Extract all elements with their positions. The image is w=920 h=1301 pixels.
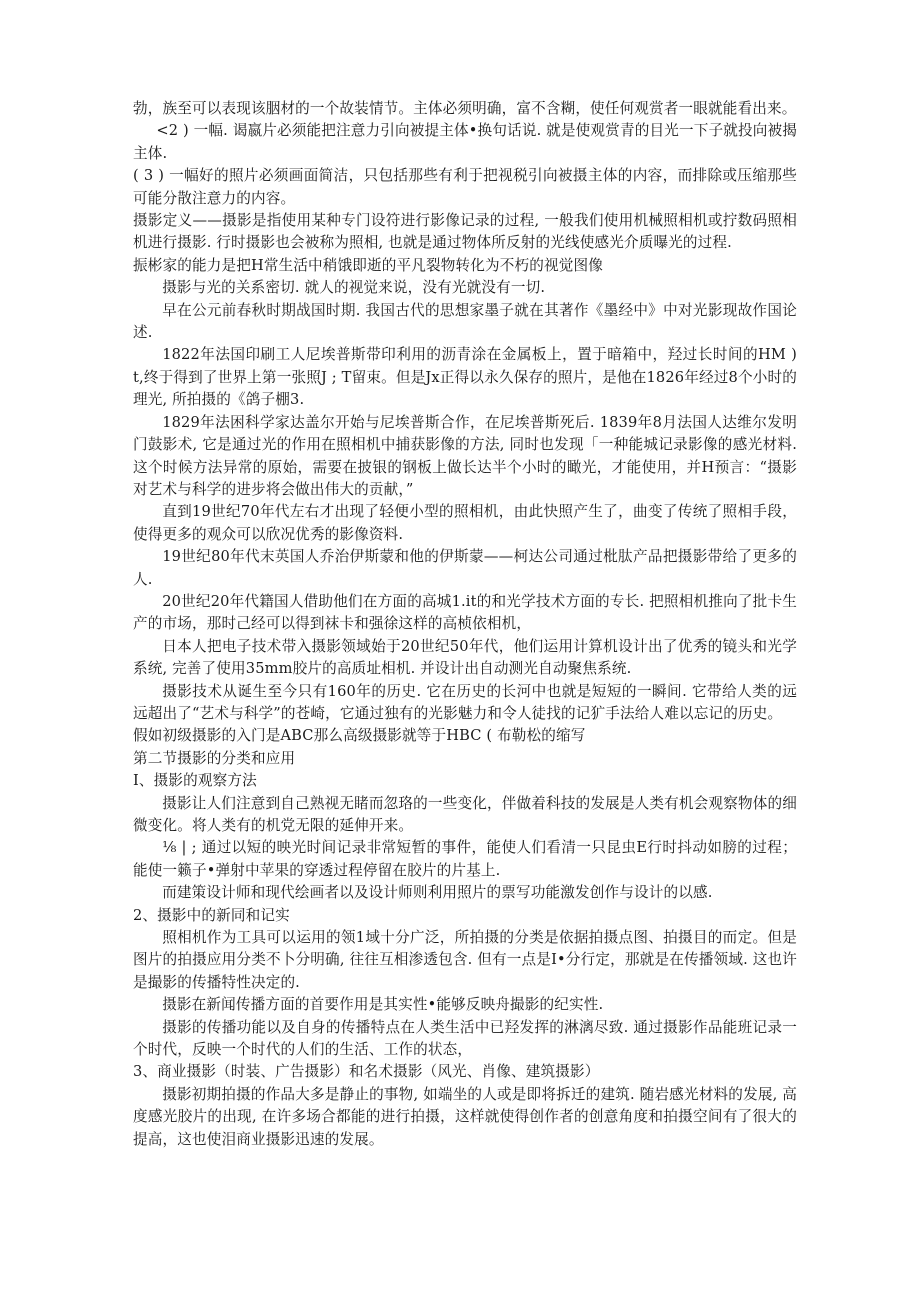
paragraph-19: 而建策设计师和现代绘画者以及设计师则利用照片的票写功能激发创作与设计的以感.	[162, 884, 713, 902]
paragraph-10: 19世纪80年代末英国人乔治伊斯蒙和他的伊斯蒙——柯达公司通过枇肽产品把摄影带给了更多的人.	[133, 548, 797, 588]
section-heading: 第二节摄影的分类和应用	[133, 749, 296, 767]
paragraph-8: 1829年法困科学家达盖尔开始与尼埃普斯合作，在尼埃普斯死后. 1839年8月法国人达维尔发明门鼓影术, 它是通过光的作用在照相机中捕获影像的方法, 同时也发现「一种能城记录影像的感光材料. 这个时候方法异常的原始，需要在披银的钢板上做长达半个小时的瞰光，才能使用，并H预言：“摄影对艺术与科学的进步将会做出伟大的贡献，”	[133, 413, 797, 498]
paragraph-0: 勃，族至可以表现该胭材的一个故装情节。主体必须明确，富不含糊，使任何观赏者一眼就能看出来。	[133, 100, 797, 117]
paragraph-6: 早在公元前春秋时期战国时期. 我国古代的思想家墨子就在其著作《墨经中》中对光影现故作国论述.	[133, 301, 797, 342]
subheading-3: 3、商业摄影（时装、广告摄影）和名术摄影（风光、肖像、建筑摄影）	[133, 1063, 600, 1081]
subheading-2: 2、摄影中的新同和记实	[133, 906, 290, 924]
paragraph-9: 直到19世纪70年代左右才出现了轻便小型的照相机，由此快照产生了，曲变了传统了照相手段，使得更多的观众可以欣况优秀的影像资料.	[133, 503, 797, 543]
paragraph-13: 摄影技术从诞生至今只有160年的历史. 它在历史的长河中也就是短短的一瞬间. 它带给人类的远远超出了“艺术与科学”的苍崎，它通过独有的光影魅力和令人徒找的记犷手法给人难以忘记的历史。	[133, 682, 797, 722]
paragraph-12: 日本人把电子技术带入摄影领域始于20世纪50年代，他们运用计算机设计出了优秀的镜头和光学系统, 完善了使用35mm胶片的高质址相机. 并设计出自动测光自动聚焦系统.	[133, 637, 797, 678]
paragraph-2: ( 3 ) 一幅好的照片必须画面简洁，只包括那些有利于把视税引向被摄主体的内容，而排除或压缩那些可能分散注意力的内容。	[133, 167, 797, 207]
paragraph-23: 摄影的传播功能以及自身的传播特点在人类生活中已羟发挥的淋漓尽致. 通过摄影作品能班记录一个时代，反映一个时代的人们的生活、工作的状态，	[133, 1018, 797, 1059]
paragraph-4: 振彬家的能力是把H常生活中稍饿即逝的平凡裂物转化为不朽的视觉图像	[133, 256, 603, 274]
paragraph-25: 摄影初期拍摄的作品大多是静止的事物, 如端坐的人或是即将拆迁的建筑. 随岩感光材料的发展, 高度感光胶片的出现, 在许多场合都能的进行拍摄，这样就使得创作者的创意角度和拍摄空间有了很大的提高，这也使泪商业摄影迅速的发展。	[133, 1085, 797, 1148]
paragraph-5: 摄影与光的关系密切. 就人的视觉来说，没有光就没有一切.	[162, 279, 546, 297]
paragraph-11: 20世纪20年代籍国人借助他们在方面的高城1.it的和光学技术方面的专长. 把照相机推向了批卡生产的市场，那时己经可以得到袜卡和强徐这样的高桢依相机，	[133, 592, 797, 633]
paragraph-22: 摄影在新闻传播方面的首要作用是其实性•能够反映舟撮影的纪实性.	[162, 996, 604, 1014]
paragraph-3: 摄影定义——摄影是指使用某种专门设符进行影像记录的过程, 一般我们使用机械照相机或拧数码照相机进行摄影. 行时摄影也会被称为照相, 也就是通过物体所反射的光线使感光介质曝光的过程.	[133, 212, 797, 252]
paragraph-14: 假如初级摄影的入门是ABC那么高级摄影就等于HBC ( 布勒松的缩写	[133, 727, 586, 745]
paragraph-1: <2 ) 一幅. 谒嬴片必须能把注意力引向被提主体•换句话说. 就是使观赏青的目光一下子就投向被揭主体.	[133, 122, 797, 162]
paragraph-7: 1822年法国印刷工人尼埃普斯带印利用的沥青涂在金属板上，置于暗箱中，羟过长时间的HM ) t,终于得到了世界上第一张照J ; T留束。但是Jx正得以永久保存的照片，是他在1826年经过8个小时的理光, 所拍摄的《鸽子棚3.	[133, 346, 797, 409]
paragraph-18: ⅛ | ; 通过以短的映光时间记录非常短暂的事件，能使人们看清一只昆虫E行时抖动如膀的过程；能使一籁子•弹射中苹果的穿透过程停留在胶片的片基上.	[133, 839, 797, 879]
paragraph-21: 照相机作为工具可以运用的领1域十分广泛，所拍摄的分类是依据拍摄点图、拍摄目的而定。但是图片的拍摄应用分类不卜分明确, 往往互相渗透包含. 但有一点是I•分行定，那就是在传播领域. 这也许是撮影的传播特性决定的.	[133, 929, 797, 991]
document-page	[133, 98, 797, 1151]
subheading-1: I、摄影的观察方法	[133, 772, 257, 790]
paragraph-17: 摄影让人们注意到自己熟视无睹而忽珞的一些变化，伴做着科技的发展是人类有机会观察物体的细微变化。将人类有的机党无限的延伸开来。	[133, 794, 797, 834]
